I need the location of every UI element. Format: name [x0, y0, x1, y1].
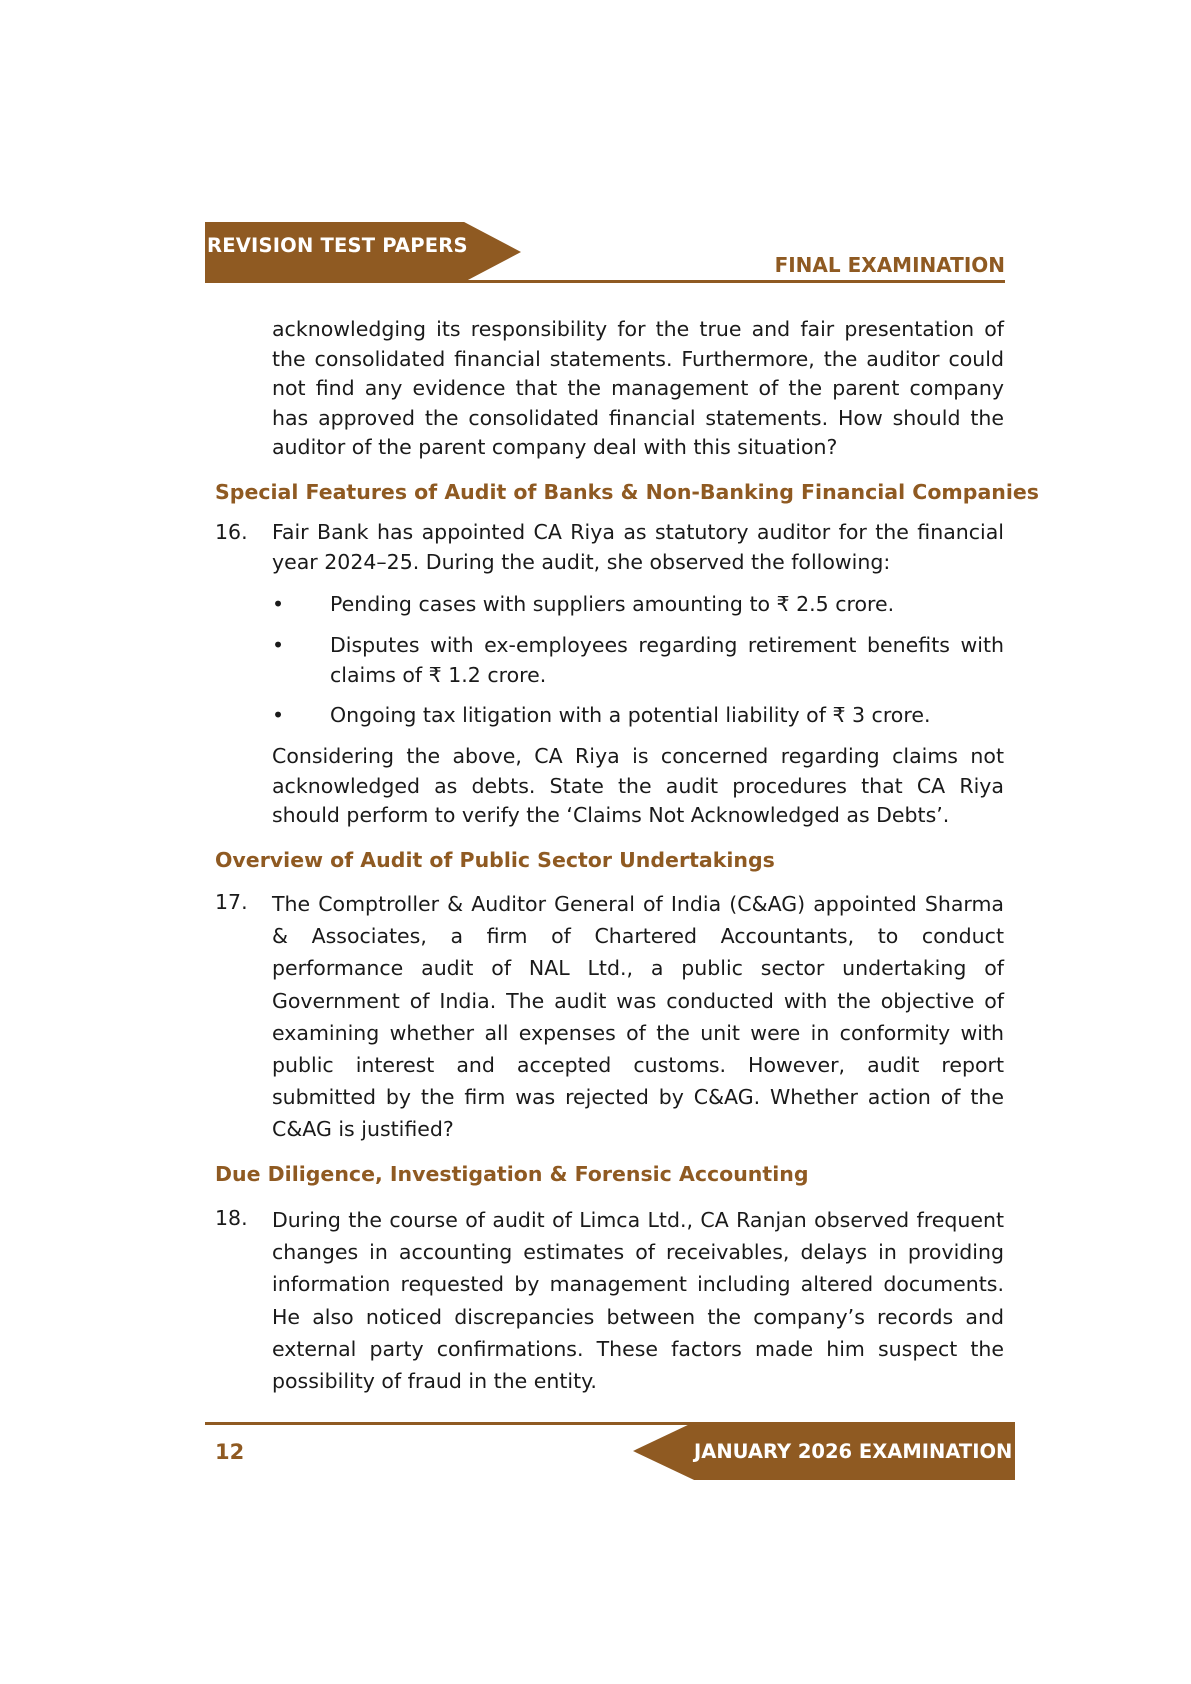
page-number: 12 [215, 1440, 245, 1464]
question-text-16: Fair Bank has appointed CA Riya as statutory auditor for the financial year 2024–25. During the audit, she observed the following: [272, 520, 1004, 574]
bullet-item: Ongoing tax litigation with a potential liability of ₹ 3 crore. [330, 703, 931, 727]
header-rule [205, 280, 1005, 283]
section-heading-psu: Overview of Audit of Public Sector Undertakings [215, 848, 775, 872]
section-heading-due-diligence: Due Diligence, Investigation & Forensic Accounting [215, 1162, 809, 1186]
bullet-icon: • [272, 633, 285, 657]
question-number-18: 18. [215, 1206, 248, 1230]
header-right-title: FINAL EXAMINATION [774, 253, 1005, 277]
bullet-icon: • [272, 592, 285, 616]
question-text-18: During the course of audit of Limca Ltd., CA Ranjan observed frequent changes in accounting estimates of receivables, delays in providing information requested by management including altered documents. He also noticed discrepancies between the company’s records and external party confirmations. These factors made him suspect the possibility of fraud in the entity. [272, 1208, 1004, 1394]
header-left-title: REVISION TEST PAPERS [207, 234, 468, 257]
footer-exam-label: JANUARY 2026 EXAMINATION [694, 1440, 1013, 1463]
question-16-followup: Considering the above, CA Riya is concerned regarding claims not acknowledged as debts. State the audit procedures that CA Riya should perform to verify the ‘Claims Not Acknowledged as Debts’. [272, 744, 1004, 827]
intro-paragraph: acknowledging its responsibility for the true and fair presentation of the consolidated financial statements. Furthermore, the auditor could not find any evidence that the management of the parent company has approved the consolidated financial statements. How should the auditor of the parent company deal with this situation? [272, 317, 1004, 459]
bullet-item: Pending cases with suppliers amounting to ₹ 2.5 crore. [330, 592, 895, 616]
question-number-16: 16. [215, 520, 248, 544]
question-number-17: 17. [215, 890, 248, 914]
question-text-17: The Comptroller & Auditor General of India (C&AG) appointed Sharma & Associates, a firm of Chartered Accountants, to conduct performance audit of NAL Ltd., a public sector undertaking of Government of India. The audit was conducted with the objective of examining whether all expenses of the unit were in conformity with public interest and accepted customs. However, audit report submitted by the firm was rejected by C&AG. Whether action of the C&AG is justified? [272, 892, 1004, 1142]
bullet-icon: • [272, 703, 285, 727]
bullet-item: Disputes with ex-employees regarding retirement benefits with claims of ₹ 1.2 crore. [330, 633, 1004, 687]
section-heading-banks: Special Features of Audit of Banks & Non-Banking Financial Companies [215, 480, 1040, 504]
